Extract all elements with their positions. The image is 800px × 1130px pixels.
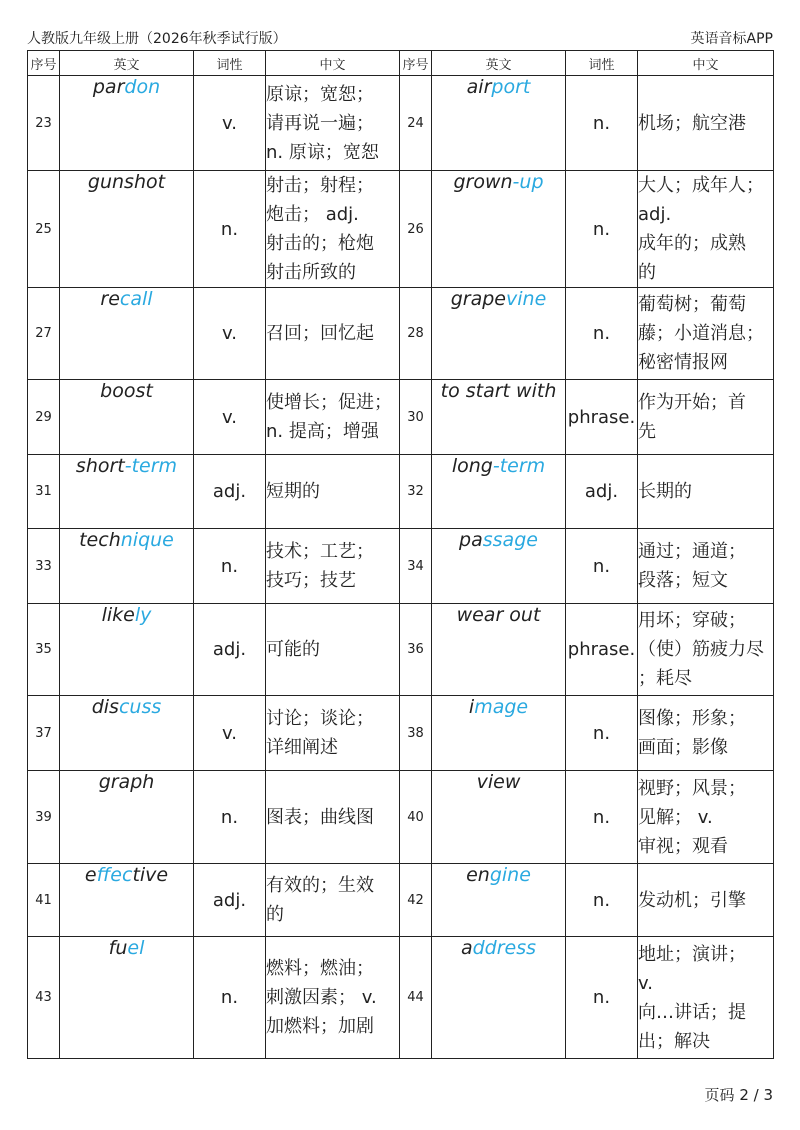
word-segment-highlighted: -up: [512, 171, 544, 193]
table-row: [28, 864, 774, 937]
english-word: [432, 771, 566, 864]
app-name: 英语音标APP: [690, 31, 773, 47]
meaning-line: 作为开始；首: [638, 392, 746, 413]
chinese-meaning: [638, 937, 774, 1059]
vocabulary-table: [27, 50, 774, 1059]
meaning-line: 原谅；宽恕；: [266, 83, 374, 105]
english-word: [60, 76, 194, 171]
meaning-line: 有效的；生效: [266, 875, 374, 896]
english-word: [432, 171, 566, 288]
meaning-line: 图像；形象；: [638, 708, 746, 729]
word-segment-highlighted: don: [124, 76, 161, 98]
meaning-line: 召回；回忆起: [266, 323, 374, 344]
part-of-speech: v.: [194, 76, 266, 171]
english-word: [60, 455, 194, 529]
meaning-line: 出；解决: [638, 1030, 710, 1052]
meaning-line: 燃料；燃油；: [266, 958, 374, 979]
page-number: 页码 2 / 3: [704, 1086, 773, 1104]
word-segment-highlighted: vine: [506, 288, 547, 310]
table-header-row: [28, 51, 774, 76]
meaning-line: v.: [638, 972, 653, 994]
entry-number: 36: [400, 604, 432, 696]
meaning-line: 加燃料；加剧: [266, 1016, 374, 1037]
entry-number: 33: [28, 529, 60, 604]
chinese-meaning: [638, 529, 774, 604]
meaning-line: 画面；影像: [638, 737, 728, 758]
word-segment: fu: [108, 937, 128, 959]
header-english: 英文: [60, 51, 194, 76]
meaning-line: 请再说一遍；: [266, 112, 374, 134]
part-of-speech: adj.: [194, 864, 266, 937]
word-segment-highlighted: ssage: [482, 529, 538, 551]
word-segment: tive: [132, 864, 169, 886]
english-word: [60, 171, 194, 288]
english-word: [432, 380, 566, 455]
word-segment: air: [466, 76, 492, 98]
word-segment-highlighted: mage: [474, 696, 529, 718]
meaning-line: 机场；航空港: [638, 112, 746, 134]
english-word: [432, 864, 566, 937]
word-segment: grape: [450, 288, 506, 310]
meaning-line: 先: [638, 421, 656, 442]
chinese-meaning: [266, 288, 400, 380]
meaning-line: 成年的；成熟: [638, 233, 746, 254]
meaning-line: 射击所致的: [266, 262, 356, 283]
part-of-speech: phrase.: [566, 604, 638, 696]
entry-number: 27: [28, 288, 60, 380]
chinese-meaning: [638, 76, 774, 171]
part-of-speech: n.: [566, 288, 638, 380]
part-of-speech: phrase.: [566, 380, 638, 455]
chinese-meaning: [638, 864, 774, 937]
part-of-speech: adj.: [566, 455, 638, 529]
entry-number: 25: [28, 171, 60, 288]
header-chinese: 中文: [638, 51, 774, 76]
meaning-line: 技巧；技艺: [266, 570, 356, 591]
chinese-meaning: [266, 529, 400, 604]
chinese-meaning: [638, 604, 774, 696]
word-segment-highlighted: -term: [124, 455, 178, 477]
meaning-line: n. 提高；增强: [266, 421, 379, 442]
chinese-meaning: [638, 771, 774, 864]
meaning-line: 段落；短文: [638, 570, 728, 591]
meaning-line: 葡萄树；葡萄: [638, 294, 746, 315]
part-of-speech: n.: [194, 529, 266, 604]
word-segment-highlighted: -term: [492, 455, 546, 477]
chinese-meaning: [266, 171, 400, 288]
word-segment: boost: [100, 380, 153, 402]
word-segment: en: [466, 864, 490, 886]
meaning-line: 向…讲话；提: [638, 1001, 746, 1023]
header-pos: 词性: [194, 51, 266, 76]
entry-number: 24: [400, 76, 432, 171]
part-of-speech: n.: [194, 937, 266, 1059]
meaning-line: 的: [638, 262, 656, 283]
part-of-speech: v.: [194, 288, 266, 380]
chinese-meaning: [266, 696, 400, 771]
meaning-line: 视野；风景；: [638, 777, 746, 799]
english-word: [432, 529, 566, 604]
meaning-line: （使）筋疲力尽: [638, 639, 764, 660]
entry-number: 23: [28, 76, 60, 171]
word-segment: graph: [98, 771, 155, 793]
chinese-meaning: [266, 455, 400, 529]
meaning-line: 刺激因素； v.: [266, 987, 377, 1008]
chinese-meaning: [266, 771, 400, 864]
english-word: [60, 696, 194, 771]
meaning-line: 的: [266, 904, 284, 925]
entry-number: 43: [28, 937, 60, 1059]
part-of-speech: v.: [194, 380, 266, 455]
meaning-line: 用坏；穿破；: [638, 610, 746, 631]
word-segment: i: [468, 696, 475, 718]
english-word: [60, 380, 194, 455]
meaning-line: 秘密情报网: [638, 352, 728, 373]
english-word: [60, 937, 194, 1059]
table-row: [28, 455, 774, 529]
word-segment: re: [100, 288, 120, 310]
word-segment-highlighted: gine: [489, 864, 531, 886]
english-word: [432, 76, 566, 171]
word-segment: view: [476, 771, 521, 793]
english-word: [60, 604, 194, 696]
table-row: [28, 771, 774, 864]
meaning-line: 使增长；促进；: [266, 392, 392, 413]
table-row: [28, 171, 774, 288]
word-segment: a: [460, 937, 473, 959]
english-word: [432, 604, 566, 696]
meaning-line: 短期的: [266, 481, 320, 502]
chinese-meaning: [638, 288, 774, 380]
part-of-speech: n.: [194, 771, 266, 864]
meaning-line: 可能的: [266, 639, 320, 660]
entry-number: 38: [400, 696, 432, 771]
table-row: [28, 529, 774, 604]
english-word: [432, 455, 566, 529]
chinese-meaning: [638, 696, 774, 771]
meaning-line: 讨论；谈论；: [266, 708, 374, 729]
meaning-line: 技术；工艺；: [266, 541, 374, 562]
word-segment: long: [451, 455, 493, 477]
document-title: 人教版九年级上册（2026年秋季试行版）: [27, 31, 287, 47]
meaning-line: 见解； v.: [638, 806, 713, 828]
meaning-line: adj.: [638, 204, 672, 225]
meaning-line: n. 原谅；宽恕: [266, 141, 379, 163]
word-segment-highlighted: port: [491, 76, 531, 98]
header-num: 序号: [400, 51, 432, 76]
meaning-line: 射击；射程；: [266, 175, 374, 196]
table-row: [28, 288, 774, 380]
entry-number: 44: [400, 937, 432, 1059]
word-segment: like: [101, 604, 135, 626]
table-row: [28, 604, 774, 696]
word-segment: par: [92, 76, 125, 98]
part-of-speech: n.: [566, 696, 638, 771]
word-segment-highlighted: nique: [120, 529, 174, 551]
meaning-line: 发动机；引擎: [638, 889, 746, 911]
chinese-meaning: [266, 604, 400, 696]
word-segment: pa: [459, 529, 483, 551]
table-row: [28, 937, 774, 1059]
chinese-meaning: [266, 380, 400, 455]
word-segment: tech: [79, 529, 121, 551]
meaning-line: 射击的；枪炮: [266, 233, 374, 254]
meaning-line: 藤；小道消息；: [638, 323, 764, 344]
part-of-speech: adj.: [194, 604, 266, 696]
chinese-meaning: [266, 76, 400, 171]
header-pos: 词性: [566, 51, 638, 76]
part-of-speech: n.: [566, 171, 638, 288]
entry-number: 35: [28, 604, 60, 696]
entry-number: 28: [400, 288, 432, 380]
part-of-speech: n.: [566, 771, 638, 864]
word-segment: short: [75, 455, 125, 477]
word-segment-highlighted: ddress: [472, 937, 537, 959]
meaning-line: ；耗尽: [638, 668, 692, 689]
english-word: [432, 696, 566, 771]
english-word: [432, 937, 566, 1059]
meaning-line: 详细阐述: [266, 737, 338, 758]
meaning-line: 审视；观看: [638, 835, 728, 857]
word-segment-highlighted: ffec: [96, 864, 133, 886]
table-row: [28, 696, 774, 771]
word-segment: gunshot: [87, 171, 166, 193]
english-word: [432, 288, 566, 380]
word-segment: e: [84, 864, 97, 886]
entry-number: 37: [28, 696, 60, 771]
chinese-meaning: [638, 171, 774, 288]
chinese-meaning: [266, 864, 400, 937]
meaning-line: 炮击； adj.: [266, 204, 359, 225]
meaning-line: 图表；曲线图: [266, 806, 374, 828]
word-segment-highlighted: el: [127, 937, 145, 959]
chinese-meaning: [266, 937, 400, 1059]
chinese-meaning: [638, 380, 774, 455]
table-row: [28, 76, 774, 171]
entry-number: 30: [400, 380, 432, 455]
entry-number: 42: [400, 864, 432, 937]
part-of-speech: v.: [194, 696, 266, 771]
word-segment: wear out: [456, 604, 541, 626]
meaning-line: 大人；成年人；: [638, 175, 764, 196]
meaning-line: 长期的: [638, 481, 692, 502]
chinese-meaning: [638, 455, 774, 529]
entry-number: 40: [400, 771, 432, 864]
entry-number: 29: [28, 380, 60, 455]
part-of-speech: n.: [566, 76, 638, 171]
english-word: [60, 288, 194, 380]
word-segment-highlighted: cuss: [118, 696, 162, 718]
entry-number: 41: [28, 864, 60, 937]
word-segment: to start with: [440, 380, 557, 402]
part-of-speech: n.: [566, 864, 638, 937]
part-of-speech: n.: [566, 529, 638, 604]
english-word: [60, 864, 194, 937]
part-of-speech: adj.: [194, 455, 266, 529]
entry-number: 26: [400, 171, 432, 288]
header-num: 序号: [28, 51, 60, 76]
word-segment-highlighted: call: [119, 288, 153, 310]
word-segment: dis: [91, 696, 119, 718]
entry-number: 32: [400, 455, 432, 529]
english-word: [60, 771, 194, 864]
entry-number: 31: [28, 455, 60, 529]
part-of-speech: n.: [566, 937, 638, 1059]
meaning-line: 通过；通道；: [638, 541, 746, 562]
entry-number: 34: [400, 529, 432, 604]
header-english: 英文: [432, 51, 566, 76]
header-chinese: 中文: [266, 51, 400, 76]
word-segment: grown: [453, 171, 513, 193]
meaning-line: 地址；演讲；: [638, 943, 746, 965]
english-word: [60, 529, 194, 604]
entry-number: 39: [28, 771, 60, 864]
table-row: [28, 380, 774, 455]
word-segment-highlighted: ly: [134, 604, 152, 626]
part-of-speech: n.: [194, 171, 266, 288]
